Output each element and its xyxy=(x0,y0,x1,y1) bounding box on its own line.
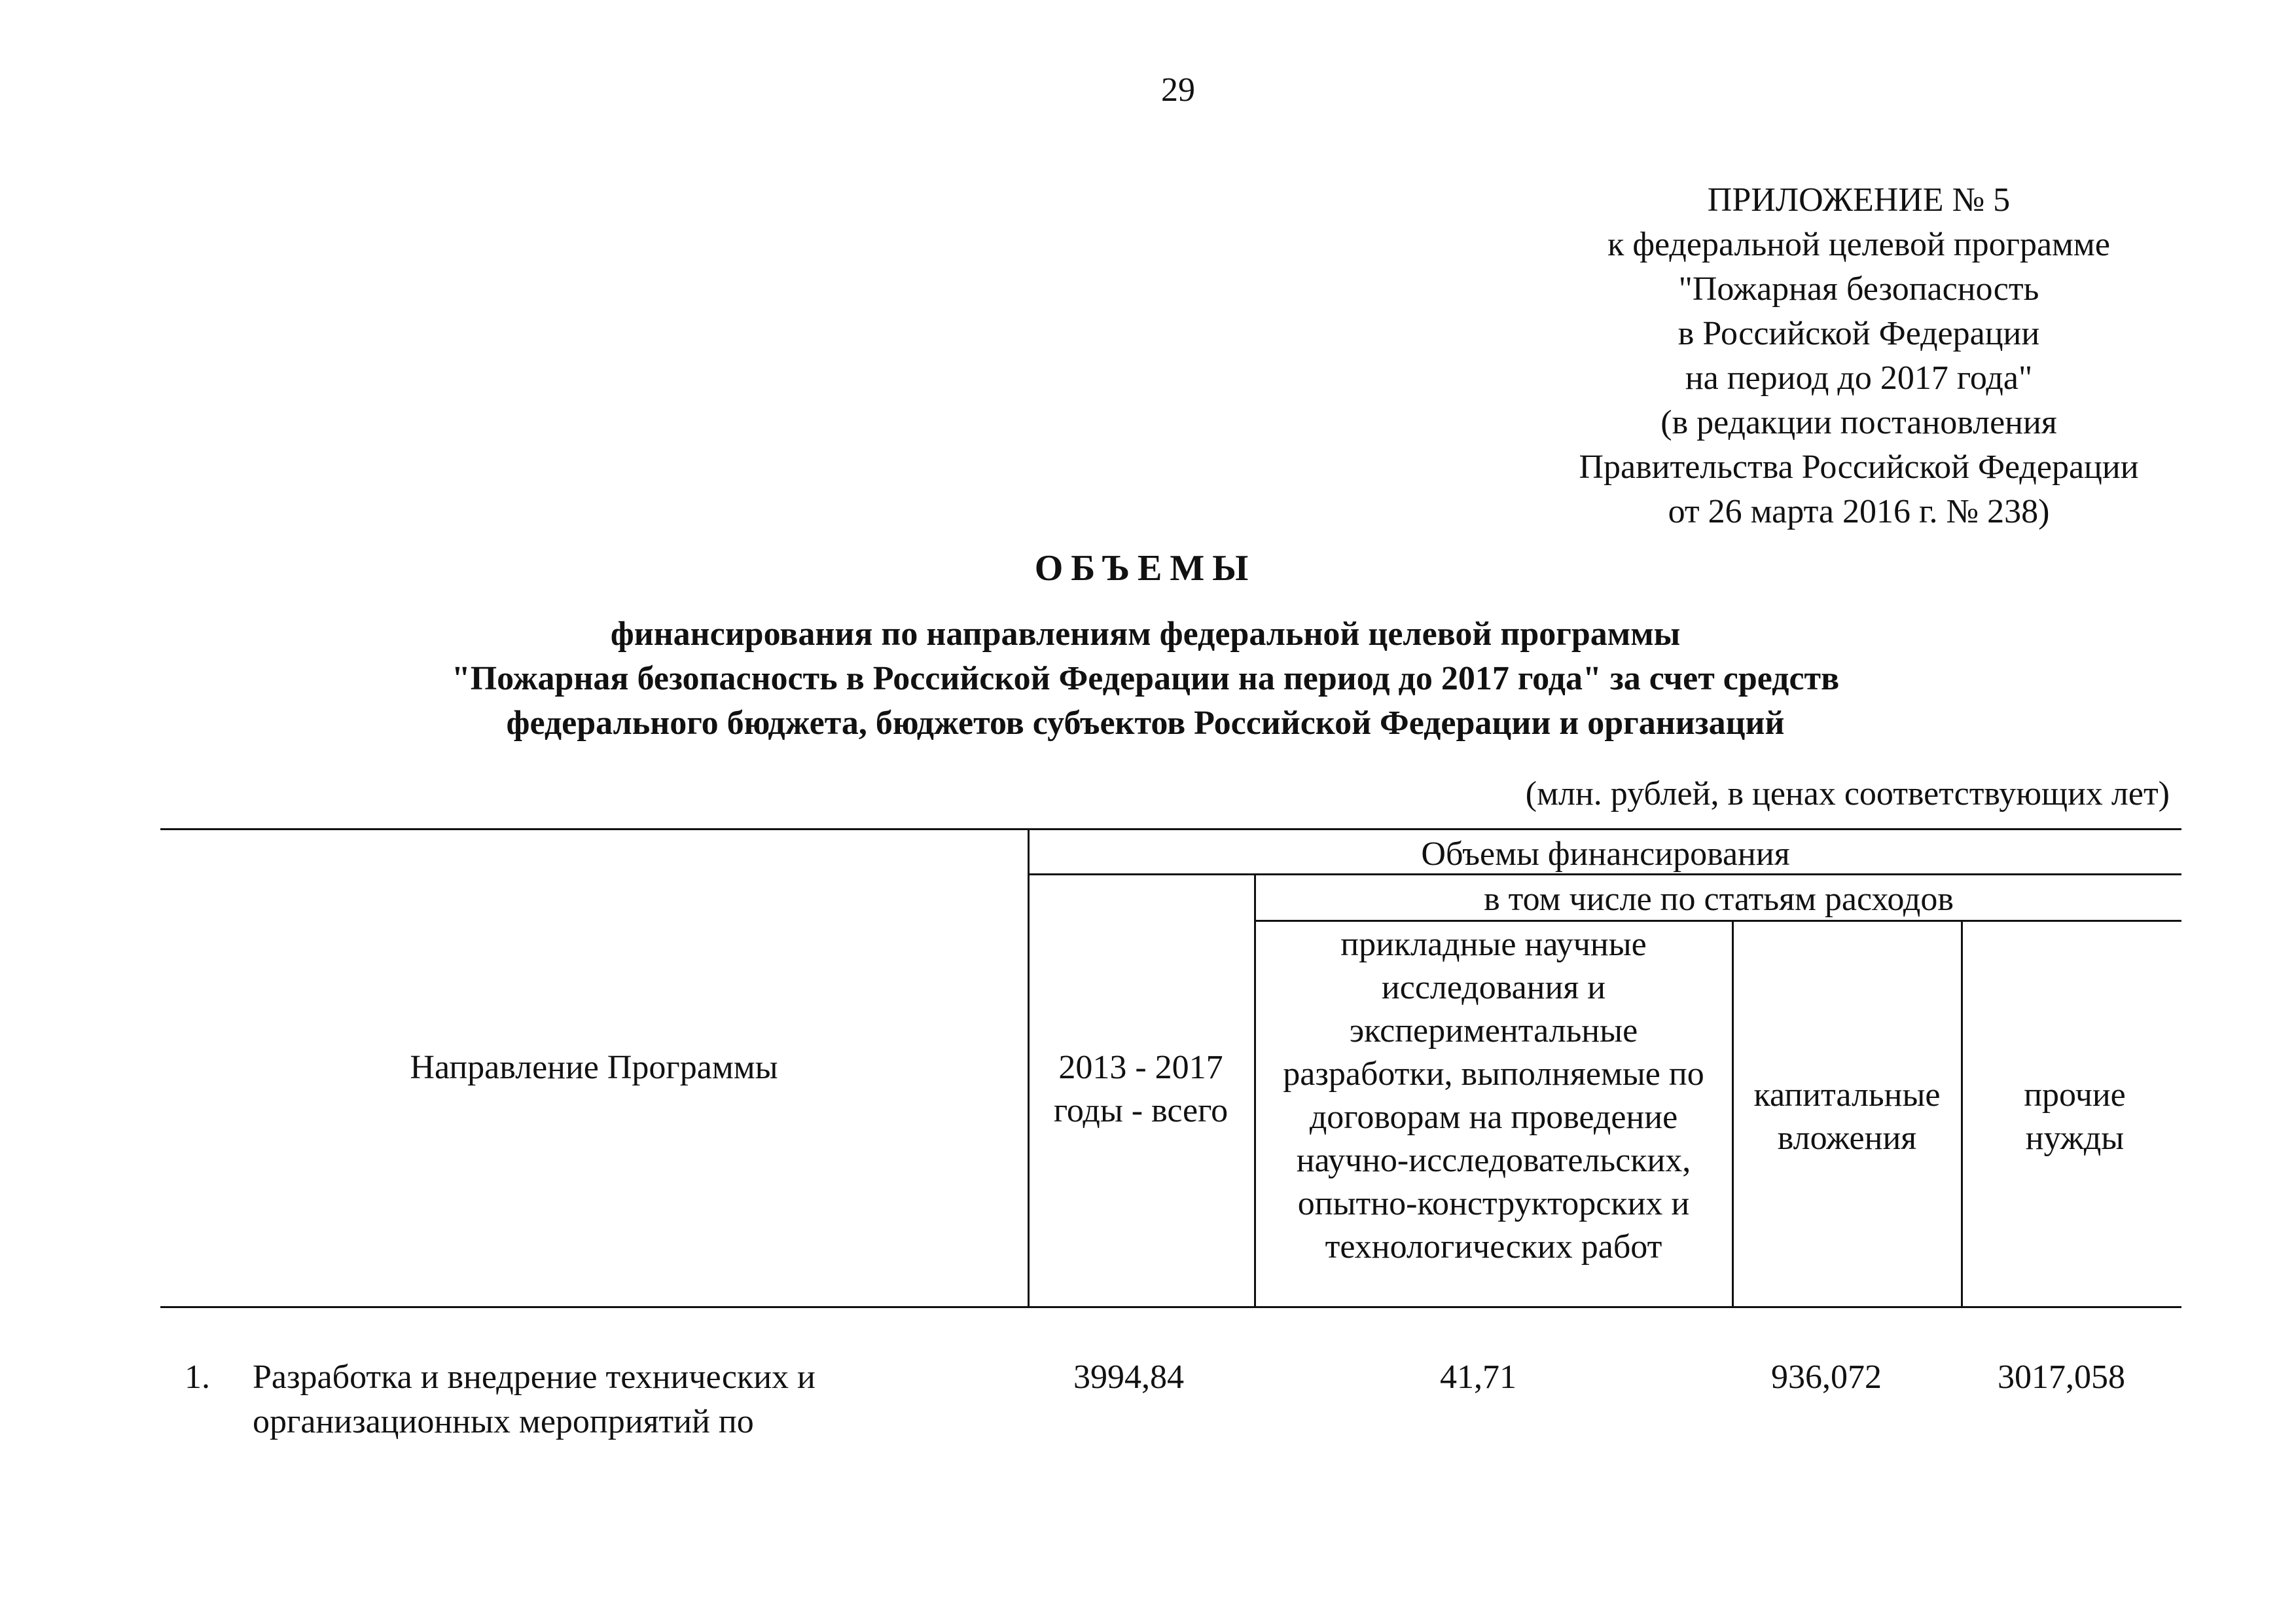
row-direction-name: Разработка и внедрение технических и организационных мероприятий по xyxy=(253,1359,816,1440)
row-number: 1. xyxy=(185,1359,210,1396)
subtitle-line: федерального бюджета, бюджетов субъектов Российской Федерации и организаций xyxy=(506,704,1785,742)
subtitle-line: "Пожарная безопасность в Российской Федерации на период до 2017 года" за счет средств xyxy=(451,660,1840,697)
page-number: 29 xyxy=(1161,71,1195,109)
appendix-line: к федеральной целевой программе xyxy=(1607,226,2110,263)
appendix-line: от 26 марта 2016 г. № 238) xyxy=(1668,493,2050,530)
table-top-rule xyxy=(160,828,2181,830)
subtitle-line: финансирования по направлениям федеральной целевой программы xyxy=(610,615,1681,653)
appendix-header xyxy=(1505,178,2212,534)
header-capital: капитальные вложения xyxy=(1753,1076,1941,1157)
header-total: 2013 - 2017 годы - всего xyxy=(1053,1049,1229,1129)
row-capital: 936,072 xyxy=(1771,1359,1882,1396)
table-column-divider xyxy=(1254,873,1256,1308)
header-rnd: прикладные научные исследования и экспериментальные разработки, выполняемые по договорам на проведение научно-исследовательских, опытно-конструкторских и технологических работ xyxy=(1283,926,1704,1266)
header-other: прочие нужды xyxy=(2024,1076,2126,1157)
appendix-line: (в редакции постановления xyxy=(1660,404,2057,441)
row-rnd: 41,71 xyxy=(1440,1359,1516,1396)
table-header-bottom-rule xyxy=(160,1306,2181,1308)
table-column-divider xyxy=(1028,828,1030,1308)
header-financing-volume: Объемы финансирования xyxy=(1421,835,1790,873)
units-note: (млн. рублей, в ценах соответствующих лет) xyxy=(1525,775,2170,812)
appendix-line: "Пожарная безопасность xyxy=(1678,270,2039,308)
appendix-line: Правительства Российской Федерации xyxy=(1579,448,2139,486)
appendix-line: ПРИЛОЖЕНИЕ № 5 xyxy=(1707,181,2011,219)
header-by-expense: в том числе по статьям расходов xyxy=(1484,881,1954,918)
row-other: 3017,058 xyxy=(1998,1359,2125,1396)
table-column-divider xyxy=(1961,920,1963,1308)
table-column-divider xyxy=(1732,920,1734,1308)
appendix-line: на период до 2017 года" xyxy=(1685,359,2033,397)
document-subtitle xyxy=(262,612,2029,746)
header-direction: Направление Программы xyxy=(410,1049,778,1086)
appendix-line: в Российской Федерации xyxy=(1677,315,2040,352)
row-total: 3994,84 xyxy=(1073,1359,1184,1396)
document-title: ОБЪЕМЫ xyxy=(1034,548,1257,589)
